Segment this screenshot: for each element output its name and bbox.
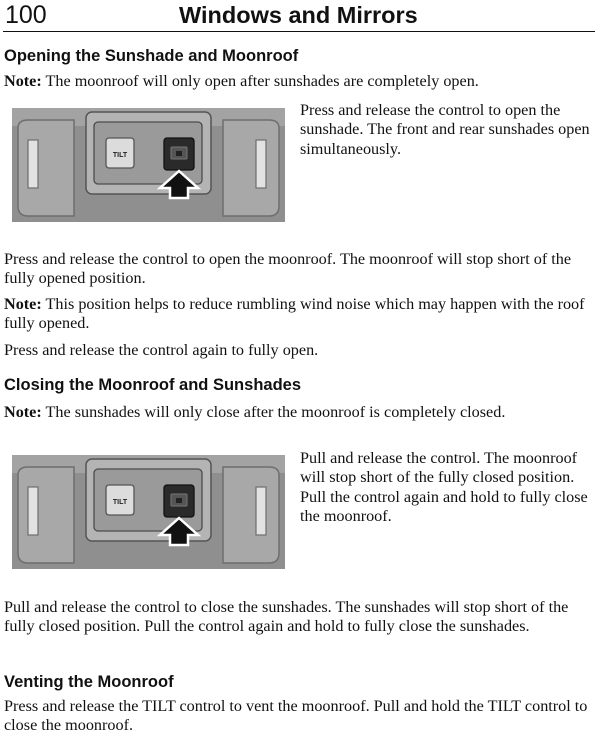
section-heading-closing: Closing the Moonroof and Sunshades xyxy=(4,376,301,394)
side-text-close: Pull and release the control. The moonroof will stop short of the fully closed position. Pull the control again and hold to fully close the moonroof. xyxy=(300,449,588,525)
paragraph-open-moonroof: Press and release the control to open the moonroof. The moonroof will stop short of the fully opened position. xyxy=(4,250,572,288)
section-heading-venting: Venting the Moonroof xyxy=(4,673,174,691)
note-label: Note: xyxy=(4,72,42,90)
page-header xyxy=(3,0,595,32)
paragraph-venting: Press and release the TILT control to vent the moonroof. Pull and hold the TILT control to close the moonroof. xyxy=(4,697,588,735)
overhead-console-illustration-open xyxy=(12,108,285,222)
note-text: This position helps to reduce rumbling wind noise which may happen with the roof fully opened. xyxy=(4,295,585,333)
note-opening xyxy=(4,72,592,91)
note-text: The sunshades will only close after the moonroof is completely closed. xyxy=(41,403,506,421)
note-label: Note: xyxy=(4,295,42,313)
overhead-console-illustration-close xyxy=(12,455,285,569)
tilt-button-label: TILT xyxy=(112,499,128,506)
note-text: The moonroof will only open after sunshades are completely open. xyxy=(41,72,479,90)
section-heading-opening: Opening the Sunshade and Moonroof xyxy=(4,47,299,65)
page-number: 100 xyxy=(5,1,47,29)
tilt-button-label: TILT xyxy=(112,152,128,159)
chapter-title: Windows and Mirrors xyxy=(179,2,418,28)
note-wind-noise xyxy=(4,295,592,334)
paragraph-fully-open: Press and release the control again to fully open. xyxy=(4,341,319,359)
note-label: Note: xyxy=(4,403,42,421)
note-closing xyxy=(4,403,592,422)
side-text-open: Press and release the control to open the sunshade. The front and rear sunshades open simultaneously. xyxy=(300,101,590,158)
paragraph-close-sunshades: Pull and release the control to close the sunshades. The sunshades will stop short of the fully closed position. Pull the control again and hold to fully close the sunshades. xyxy=(4,598,569,636)
